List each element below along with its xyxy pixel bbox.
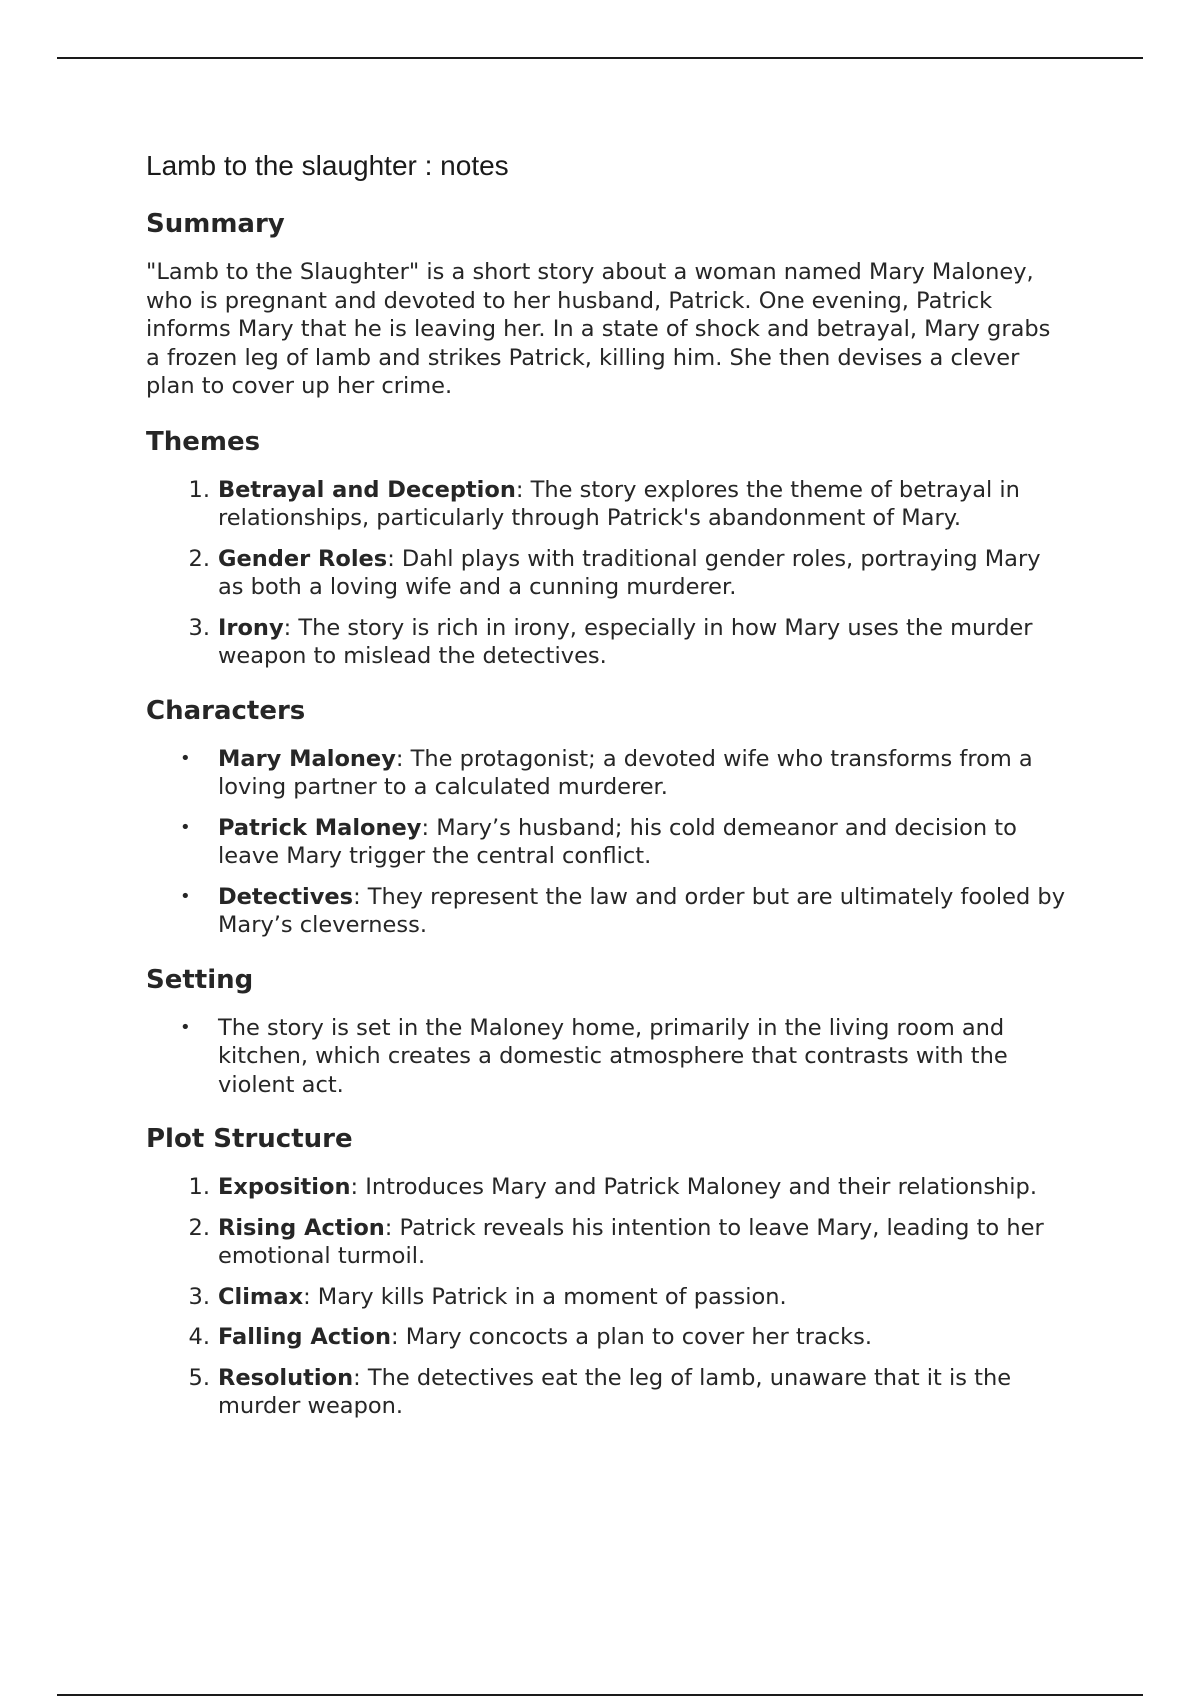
bullet-icon: • [180,747,191,769]
theme-term: Betrayal and Deception [218,476,516,503]
document-body [146,146,1066,1443]
character-description: : The protagonist; a devoted wife who transforms from a loving partner to a calculated murderer. [218,745,1033,800]
character-name: Detectives [218,883,354,910]
character-item [146,745,1066,802]
themes-heading: Themes [146,426,261,457]
theme-item [146,545,1066,602]
list-number: 2. [188,1214,210,1241]
theme-description: : Dahl plays with traditional gender roles, portraying Mary as both a loving wife and a cunning murderer. [218,545,1041,600]
theme-description: : The story explores the theme of betrayal in relationships, particularly through Patrick's abandonment of Mary. [218,476,1020,531]
footer-rule [57,1694,1143,1696]
list-number: 4. [188,1324,210,1350]
list-number: 1. [188,1174,210,1200]
character-item [146,883,1066,940]
setting-description: The story is set in the Maloney home, primarily in the living room and kitchen, which creates a domestic atmosphere that contrasts with the violent act. [218,1014,1008,1098]
plot-heading: Plot Structure [146,1124,353,1154]
theme-description: : The story is rich in irony, especially in how Mary uses the murder weapon to mislead the detectives. [218,614,1033,669]
theme-term: Irony [218,614,284,641]
header-rule [57,57,1143,59]
plot-item [146,1214,1066,1271]
bullet-icon: • [180,1016,191,1038]
character-name: Patrick Maloney [218,814,422,841]
setting-item [146,1014,1066,1100]
plot-item [146,1283,1066,1312]
characters-heading: Characters [146,695,306,726]
characters-list [146,745,1066,940]
character-name: Mary Maloney [218,745,396,772]
character-item [146,814,1066,871]
plot-stage: Exposition [218,1174,351,1200]
plot-stage: Resolution [218,1364,354,1391]
plot-description: : Patrick reveals his intention to leave Mary, leading to her emotional turmoil. [218,1214,1044,1269]
plot-stage: Climax [218,1283,304,1310]
bullet-icon: • [180,885,191,907]
plot-item [146,1364,1066,1421]
list-number: 3. [188,1283,210,1310]
plot-description: : Introduces Mary and Patrick Maloney and their relationship. [350,1174,1037,1200]
plot-description: : Mary kills Patrick in a moment of passion. [303,1283,787,1310]
bullet-icon: • [180,816,191,838]
list-number: 1. [188,476,210,503]
plot-stage: Rising Action [218,1214,385,1241]
plot-item [146,1173,1066,1202]
list-number: 2. [188,545,210,572]
summary-paragraph: "Lamb to the Slaughter" is a short story about a woman named Mary Maloney, who is pregnant and devoted to her husband, Patrick. One evening, Patrick informs Mary that he is leaving her. In a state of shock and betrayal, Mary grabs a frozen leg of lamb and strikes Patrick, killing him. She then devises a clever plan to cover up her crime. [146,259,1051,399]
theme-term: Gender Roles [218,545,388,572]
theme-item [146,614,1066,671]
list-number: 5. [188,1364,210,1391]
plot-description: : The detectives eat the leg of lamb, unaware that it is the murder weapon. [218,1364,1012,1419]
character-description: : They represent the law and order but are ultimately fooled by Mary’s cleverness. [218,883,1066,938]
list-number: 3. [188,614,210,641]
themes-list [146,476,1066,671]
character-description: : Mary’s husband; his cold demeanor and decision to leave Mary trigger the central conflict. [218,814,1017,869]
summary-heading: Summary [146,209,285,239]
setting-list [146,1014,1066,1100]
plot-list [146,1173,1066,1421]
document-title: Lamb to the slaughter : notes [146,150,509,181]
plot-stage: Falling Action [218,1324,392,1350]
setting-heading: Setting [146,964,254,995]
plot-description: : Mary concocts a plan to cover her tracks. [391,1324,873,1350]
plot-item [146,1323,1066,1352]
theme-item [146,476,1066,533]
